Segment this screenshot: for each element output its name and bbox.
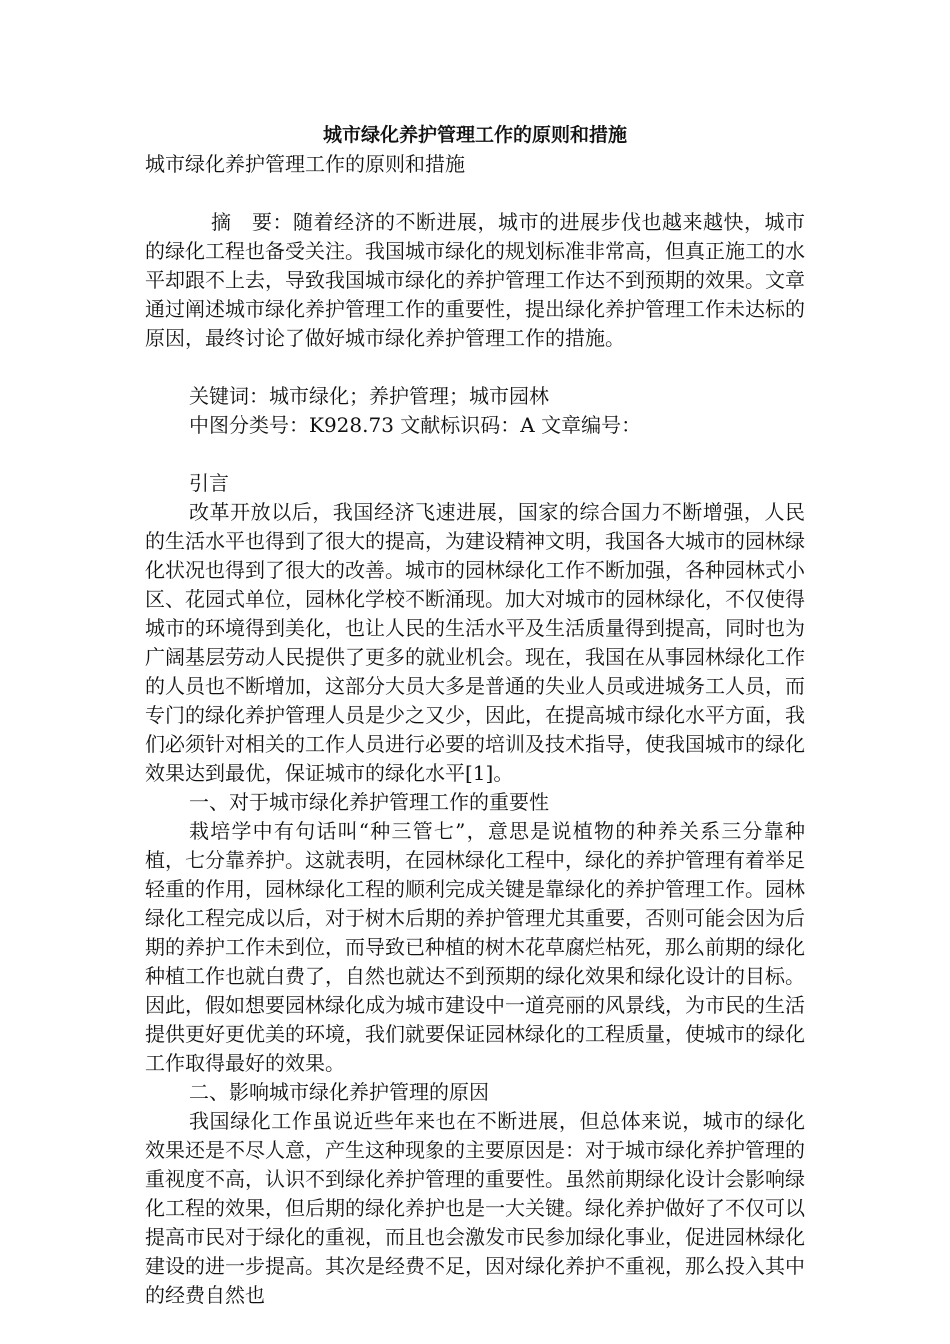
keywords-line: 关键词：城市绿化；养护管理；城市园林 — [189, 384, 549, 408]
intro-heading: 引言 — [189, 471, 229, 495]
intro-paragraph: 改革开放以后，我国经济飞速进展，国家的综合国力不断增强，人民的生活水平也得到了很大的提高，为建设精神文明，我国各大城市的园林绿化状况也得到了很大的改善。城市的园林绿化工作不断加强，各种园林式小区、花园式单位，园林化学校不断涌现。加大对城市的园林绿化，不仅使得城市的环境得到美化，也让人民的生活水平及生活质量得到提高，同时也为广阔基层劳动人民提供了更多的就业机会。现在，我国在从事园林绿化工作的人员也不断增加，这部分大员大多是普通的失业人员或进城务工人员，而专门的绿化养护管理人员是少之又少，因此，在提高城市绿化水平方面，我们必须针对相关的工作人员进行必要的培训及技术指导，使我国城市的绿化效果达到最优，保证城市的绿化水平[1]。 — [145, 500, 805, 785]
section-2-heading: 二、影响城市绿化养护管理的原因 — [189, 1080, 489, 1104]
document-page — [145, 120, 805, 1310]
spacer — [145, 353, 805, 382]
document-title: 城市绿化养护管理工作的原则和措施 — [322, 124, 627, 146]
classification-line: 中图分类号：K928.73 文献标识码：A 文章编号： — [189, 413, 642, 437]
section-2-paragraph: 我国绿化工作虽说近些年来也在不断进展，但总体来说，城市的绿化效果还是不尽人意，产生这种现象的主要原因是：对于城市绿化养护管理的重视度不高，认识不到绿化养护管理的重要性。虽然前期绿化设计会影响绿化工程的效果，但后期的绿化养护也是一大关键。绿化养护做好了不仅可以提高市民对于绿化的重视，而且也会激发市民参加绿化事业，促进园林绿化建设的进一步提高。其次是经费不足，因对绿化养护不重视，那么投入其中的经费自然也 — [145, 1109, 805, 1307]
section-1-paragraph: 栽培学中有句话叫“种三管七”，意思是说植物的种养关系三分靠种植，七分靠养护。这就表明，在园林绿化工程中，绿化的养护管理有着举足轻重的作用，园林绿化工程的顺利完成关键是靠绿化的养护管理工作。园林绿化工程完成以后，对于树木后期的养护管理尤其重要，否则可能会因为后期的养护工作未到位，而导致已种植的树木花草腐烂枯死，那么前期的绿化种植工作也就白费了，自然也就达不到预期的绿化效果和绿化设计的目标。因此，假如想要园林绿化成为城市建设中一道亮丽的风景线，为市民的生活提供更好更优美的环境，我们就要保证园林绿化的工程质量，使城市的绿化工作取得最好的效果。 — [145, 819, 805, 1075]
section-1-heading: 一、对于城市绿化养护管理工作的重要性 — [189, 790, 549, 814]
spacer — [145, 179, 805, 208]
abstract-paragraph: 摘 要：随着经济的不断进展，城市的进展步伐也越来越快，城市的绿化工程也备受关注。我国城市绿化的规划标准非常高，但真正施工的水平却跟不上去，导致我国城市绿化的养护管理工作达不到预期的效果。文章通过阐述城市绿化养护管理工作的重要性，提出绿化养护管理工作未达标的原因，最终讨论了做好城市绿化养护管理工作的措施。 — [145, 210, 805, 350]
document-subtitle: 城市绿化养护管理工作的原则和措施 — [145, 152, 465, 176]
spacer — [145, 440, 805, 469]
